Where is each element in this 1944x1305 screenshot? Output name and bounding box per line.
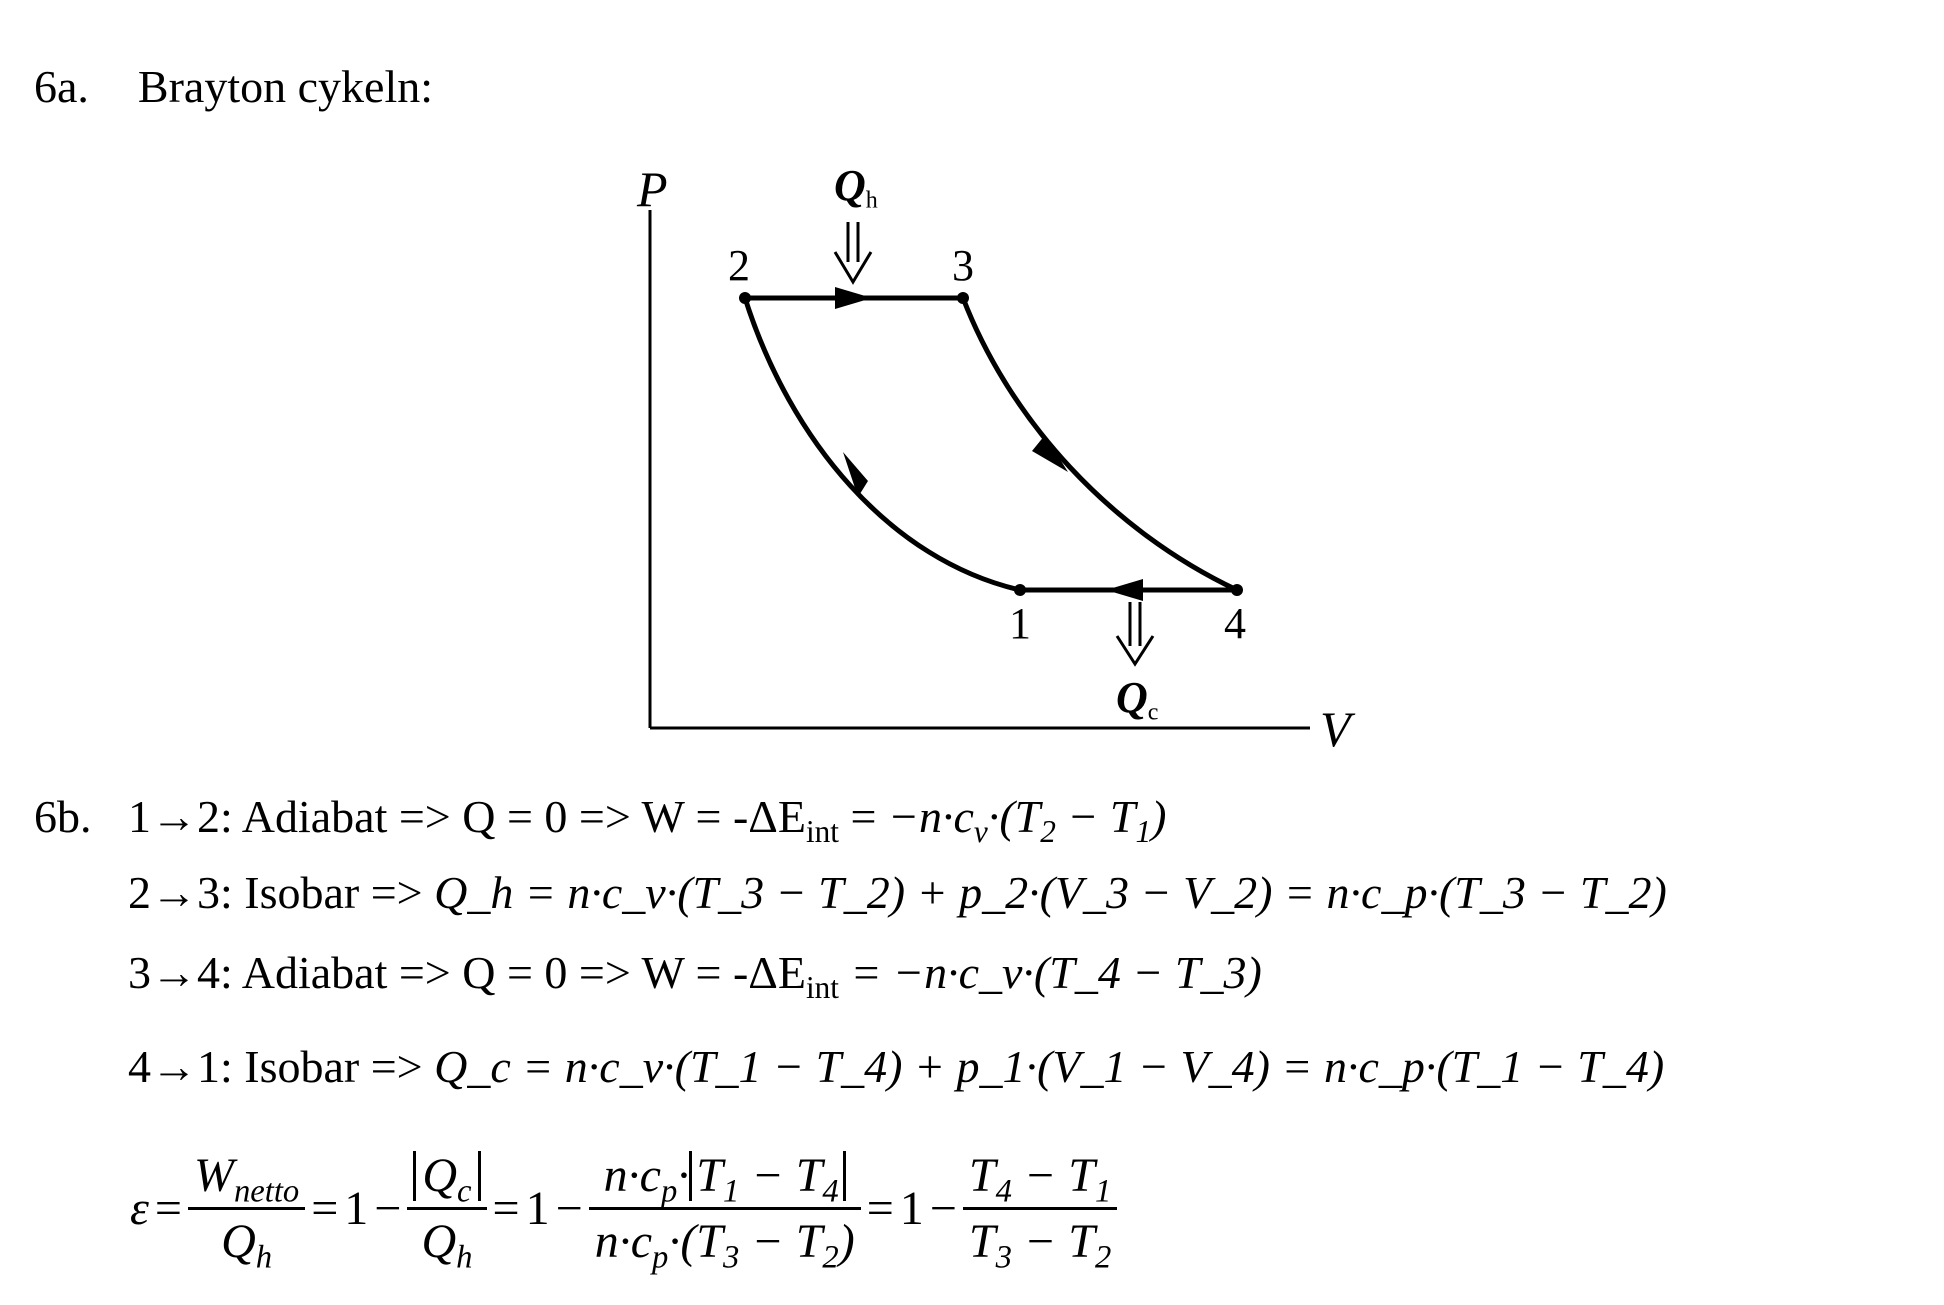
axis-label-v: V <box>1320 701 1351 757</box>
f4-bot-b-sub: 2 <box>1094 1239 1112 1276</box>
f1-bot-sub: h <box>255 1239 273 1276</box>
q-hot-letter: Q <box>834 161 866 210</box>
q-cold-letter: Q <box>1116 673 1148 722</box>
part-b-label: 6b. <box>34 791 92 842</box>
state-point-3 <box>957 292 969 304</box>
q-cold-sub: c <box>1147 699 1159 726</box>
f4-bot-a: T <box>968 1215 996 1268</box>
line2-text: 2→3: Isobar => <box>128 867 435 918</box>
f3-bot-c-sub: 2 <box>822 1239 839 1276</box>
equals-3: = <box>492 1182 520 1235</box>
f2-top-sub: c <box>457 1173 472 1210</box>
line1-formula-sub2: 2 <box>1040 814 1056 849</box>
line3-formula: = −n·c_v·(T_4 − T_3) <box>839 947 1262 998</box>
equals-1: = <box>154 1182 182 1235</box>
q-hot-label <box>834 160 878 214</box>
q-hot-sub: h <box>865 187 878 214</box>
process-line-3 <box>128 946 1262 1005</box>
arrow-2-3 <box>835 287 872 309</box>
arrow-3-4 <box>1032 435 1068 472</box>
f3-top-c-sub: 4 <box>822 1173 839 1210</box>
line1-formula-a: −n·c <box>887 791 974 842</box>
line4-text: 4→1: Isobar => <box>128 1041 435 1092</box>
line2-formula: Q_h = n·c_v·(T_3 − T_2) + p_2·(V_3 − V_2) = n·c_p·(T_3 − T_2) <box>434 867 1667 918</box>
f3-top-b-sub: 1 <box>723 1173 740 1210</box>
f1-bot: Q <box>221 1215 256 1268</box>
point-label-1: 1 <box>1009 599 1031 648</box>
efficiency-equation <box>130 1148 1117 1276</box>
f3-bot-a: n·c <box>594 1215 652 1268</box>
f3-bot-c: − T <box>739 1215 823 1268</box>
f3-bot-b: ·(T <box>668 1215 723 1268</box>
f2-bot: Q <box>421 1215 457 1268</box>
one-2: 1 <box>525 1182 550 1235</box>
line1-formula-sub1: v <box>973 814 988 849</box>
f4-bot-a-sub: 3 <box>995 1239 1012 1276</box>
equals-2: = <box>311 1182 339 1235</box>
part-a-title: Brayton cykeln: <box>137 61 434 112</box>
fraction-qc-over-qh <box>407 1148 486 1276</box>
state-point-4 <box>1231 584 1243 596</box>
line4-formula: Q_c = n·c_v·(T_1 − T_4) + p_1·(V_1 − V_4) = n·c_p·(T_1 − T_4) <box>434 1041 1665 1092</box>
f3-top-b: T <box>696 1149 723 1202</box>
f4-top-a-sub: 4 <box>995 1173 1012 1210</box>
f4-top-b-sub: 1 <box>1094 1173 1112 1210</box>
f3-top-c: − T <box>739 1149 823 1202</box>
process-line-4 <box>128 1040 1664 1093</box>
arrow-4-1 <box>1106 579 1143 601</box>
line1-formula <box>887 791 1167 849</box>
fraction-ncp: $\frac{n\cdot c_p\cdot T_1 - T_4}{n\cdot c_p\cdot(T_3 - T_2)}$ <box>589 1148 861 1269</box>
f1-top-sub: netto <box>233 1173 300 1210</box>
point-label-2: 2 <box>728 241 750 290</box>
heat-out-arrow-icon <box>1117 602 1153 664</box>
state-point-2 <box>739 292 751 304</box>
f4-bot-b: − T <box>1011 1215 1095 1268</box>
process-line-1 <box>128 790 1167 849</box>
point-label-3: 3 <box>952 241 974 290</box>
minus-1: − <box>374 1182 402 1235</box>
line1-formula-sub3: 1 <box>1135 814 1152 849</box>
line3-text: 3→4: Adiabat => Q = 0 => W = -ΔE <box>128 947 806 998</box>
f2-top: Q <box>422 1149 458 1202</box>
point-label-4: 4 <box>1224 599 1246 648</box>
part-a-label: 6a. <box>34 61 89 112</box>
process-line-2 <box>128 866 1667 919</box>
line1-formula-d: ) <box>1151 791 1167 842</box>
equals-4: = <box>866 1182 894 1235</box>
minus-2: − <box>555 1182 583 1235</box>
f3-bot-d: ) <box>838 1215 855 1268</box>
fraction-work-over-qh <box>188 1148 305 1276</box>
f1-top: W <box>194 1149 234 1202</box>
state-point-1 <box>1014 584 1026 596</box>
one-3: 1 <box>899 1182 924 1235</box>
line1-formula-b: ·(T <box>987 791 1041 842</box>
efficiency-symbol: ε <box>130 1182 149 1235</box>
line1-eq: = <box>839 791 888 842</box>
f3-top-a-sub: p <box>660 1173 678 1210</box>
f4-top-b: − T <box>1011 1149 1095 1202</box>
fraction-temps <box>963 1148 1117 1276</box>
minus-3: − <box>929 1182 957 1235</box>
heat-in-arrow-icon <box>835 222 871 282</box>
line3-text-sub: int <box>805 970 839 1005</box>
adiabat-1-2 <box>745 298 1020 590</box>
f3-bot-b-sub: 3 <box>723 1239 740 1276</box>
axis-label-p: P <box>637 161 668 217</box>
f2-bot-sub: h <box>456 1239 473 1276</box>
f4-top-a: T <box>968 1149 996 1202</box>
one-1: 1 <box>344 1182 369 1235</box>
f3-bot-a-sub: p <box>652 1239 669 1276</box>
line1-text-sub: int <box>805 814 839 849</box>
q-cold-label <box>1116 672 1159 726</box>
adiabat-3-4 <box>963 298 1237 590</box>
line1-formula-c: − T <box>1055 791 1136 842</box>
f3-top-a: n·c <box>603 1149 661 1202</box>
line1-text: 1→2: Adiabat => Q = 0 => W = -ΔE <box>128 791 806 842</box>
